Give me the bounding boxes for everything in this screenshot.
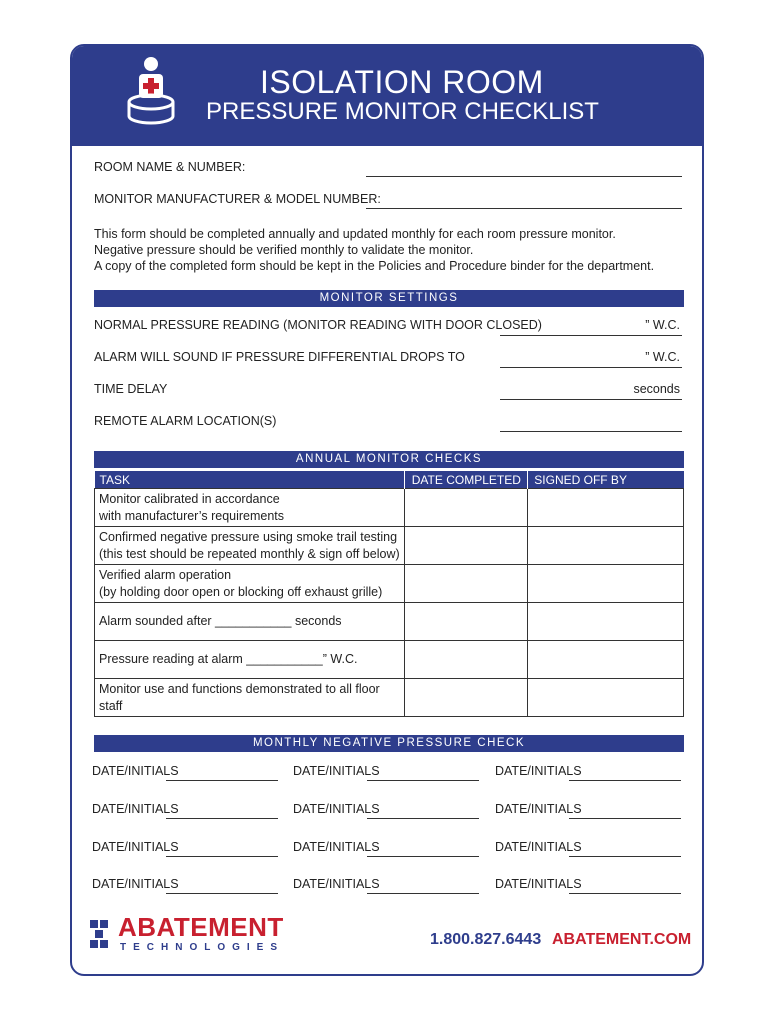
room-name-label: ROOM NAME & NUMBER: [94, 160, 246, 174]
page-subtitle: PRESSURE MONITOR CHECKLIST [206, 98, 599, 125]
date-initials-label: DATE/INITIALS [495, 802, 582, 816]
date-initials-label: DATE/INITIALS [293, 877, 380, 891]
instruction-line: A copy of the completed form should be kept in the Policies and Procedure binder for the department. [94, 259, 655, 273]
signed-off-cell[interactable] [528, 679, 684, 717]
task-line: with manufacturer’s requirements [99, 508, 285, 523]
date-completed-cell[interactable] [405, 527, 528, 565]
date-initials-label: DATE/INITIALS [92, 840, 179, 854]
abatement-logo-icon [90, 916, 116, 952]
page-title: ISOLATION ROOM [260, 64, 544, 100]
date-initials-label: DATE/INITIALS [495, 877, 582, 891]
setting-label: ALARM WILL SOUND IF PRESSURE DIFFERENTIAL DROPS TO [94, 350, 465, 364]
task-cell [95, 489, 405, 527]
date-initials-field[interactable] [166, 818, 278, 819]
date-initials-field[interactable] [569, 893, 681, 894]
task-line: Verified alarm operation [99, 567, 232, 582]
instruction-line: This form should be completed annually and updated monthly for each room pressure monitor. [94, 227, 616, 241]
table-row [95, 679, 684, 717]
date-initials-field[interactable] [367, 856, 479, 857]
task-line: (this test should be repeated monthly & sign off below) [99, 546, 400, 561]
column-header-date: DATE COMPLETED [405, 471, 528, 489]
task-cell: Monitor use and functions demonstrated to all floor staff [95, 679, 405, 717]
website-link[interactable]: ABATEMENT.COM [552, 931, 692, 948]
date-initials-field[interactable] [569, 818, 681, 819]
date-initials-label: DATE/INITIALS [92, 802, 179, 816]
monitor-model-label: MONITOR MANUFACTURER & MODEL NUMBER: [94, 192, 381, 206]
patient-icon [126, 54, 176, 126]
date-initials-label: DATE/INITIALS [495, 764, 582, 778]
setting-label: TIME DELAY [94, 382, 168, 396]
table-header-row [95, 471, 684, 489]
signed-off-cell[interactable] [528, 527, 684, 565]
alarm-threshold-field[interactable] [500, 367, 682, 368]
date-initials-field[interactable] [166, 856, 278, 857]
date-initials-label: DATE/INITIALS [495, 840, 582, 854]
time-delay-field[interactable] [500, 399, 682, 400]
setting-label: REMOTE ALARM LOCATION(S) [94, 414, 277, 428]
task-line: (by holding door open or blocking off exhaust grille) [99, 584, 383, 599]
date-initials-field[interactable] [166, 893, 278, 894]
date-completed-cell[interactable] [405, 565, 528, 603]
column-header-task: TASK [95, 471, 405, 489]
date-initials-label: DATE/INITIALS [92, 764, 179, 778]
monitor-model-field[interactable] [366, 208, 682, 209]
date-initials-field[interactable] [166, 780, 278, 781]
date-completed-cell[interactable] [405, 679, 528, 717]
task-cell: Alarm sounded after ___________ seconds [95, 603, 405, 641]
task-line: Monitor calibrated in accordance [99, 491, 280, 506]
signed-off-cell[interactable] [528, 603, 684, 641]
task-cell: Pressure reading at alarm ___________” W.C. [95, 641, 405, 679]
annual-checks-table [94, 471, 684, 717]
column-header-signed: SIGNED OFF BY [528, 471, 684, 489]
table-row [95, 527, 684, 565]
phone-number: 1.800.827.6443 [430, 931, 542, 948]
annual-checks-heading: ANNUAL MONITOR CHECKS [94, 451, 684, 468]
room-name-field[interactable] [366, 176, 682, 177]
header-banner [72, 46, 702, 146]
setting-unit: ” W.C. [645, 318, 680, 332]
monthly-check-heading: MONTHLY NEGATIVE PRESSURE CHECK [94, 735, 684, 752]
instruction-line: Negative pressure should be verified monthly to validate the monitor. [94, 243, 474, 257]
brand-subtitle: TECHNOLOGIES [120, 942, 285, 953]
date-initials-field[interactable] [367, 780, 479, 781]
monitor-settings-heading: MONITOR SETTINGS [94, 290, 684, 307]
table-row [95, 565, 684, 603]
date-initials-field[interactable] [569, 780, 681, 781]
table-row [95, 489, 684, 527]
setting-unit: seconds [633, 382, 680, 396]
table-row [95, 641, 684, 679]
checklist-card [70, 44, 704, 976]
task-cell [95, 565, 405, 603]
date-initials-label: DATE/INITIALS [293, 764, 380, 778]
date-completed-cell[interactable] [405, 641, 528, 679]
task-line: Confirmed negative pressure using smoke trail testing [99, 529, 398, 544]
normal-pressure-field[interactable] [500, 335, 682, 336]
setting-label: NORMAL PRESSURE READING (MONITOR READING WITH DOOR CLOSED) [94, 318, 542, 332]
signed-off-cell[interactable] [528, 489, 684, 527]
task-cell [95, 527, 405, 565]
date-initials-field[interactable] [569, 856, 681, 857]
date-initials-field[interactable] [367, 893, 479, 894]
date-initials-label: DATE/INITIALS [293, 802, 380, 816]
signed-off-cell[interactable] [528, 565, 684, 603]
date-completed-cell[interactable] [405, 603, 528, 641]
date-initials-label: DATE/INITIALS [293, 840, 380, 854]
date-initials-label: DATE/INITIALS [92, 877, 179, 891]
table-row [95, 603, 684, 641]
setting-unit: ” W.C. [645, 350, 680, 364]
brand-name: ABATEMENT [118, 912, 284, 942]
instructions [94, 226, 654, 274]
date-completed-cell[interactable] [405, 489, 528, 527]
date-initials-field[interactable] [367, 818, 479, 819]
remote-alarm-field[interactable] [500, 431, 682, 432]
signed-off-cell[interactable] [528, 641, 684, 679]
